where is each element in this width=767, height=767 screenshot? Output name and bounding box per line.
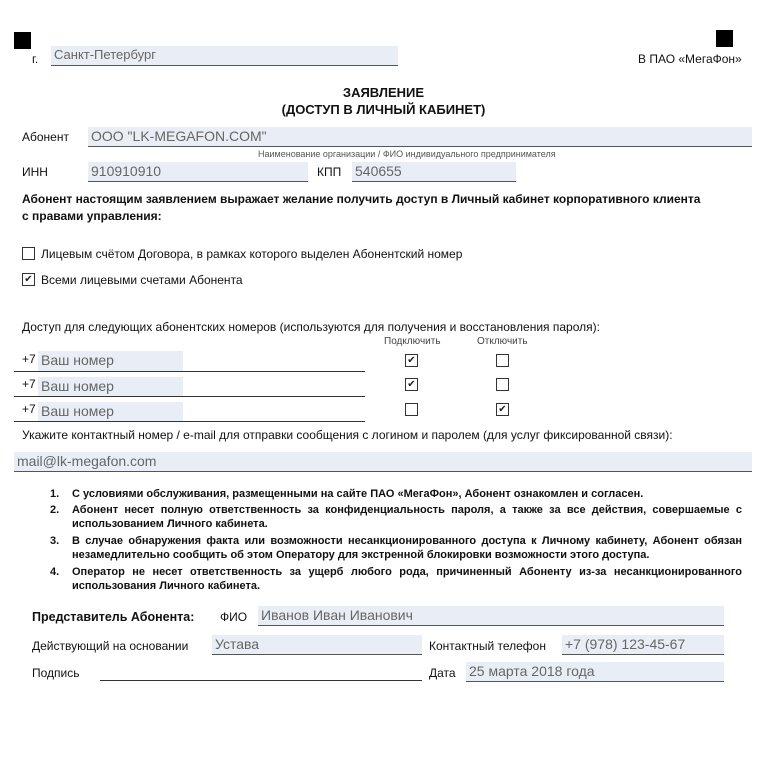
subscriber-hint: Наименование организации / ФИО индивидуального предпринимателя bbox=[258, 149, 556, 159]
inn-field[interactable]: 910910910 bbox=[88, 162, 308, 182]
phone-row-3-line bbox=[14, 421, 365, 422]
phone-number-field-2[interactable]: Ваш номер bbox=[38, 377, 183, 397]
phone-prefix: +7 bbox=[22, 352, 36, 366]
term-number-2: 2. bbox=[50, 504, 60, 516]
basis-field[interactable]: Устава bbox=[212, 635, 422, 655]
disconnect-checkbox-1[interactable] bbox=[496, 354, 509, 367]
document-title: ЗАЯВЛЕНИЕ bbox=[342, 85, 425, 100]
phone-prefix: +7 bbox=[22, 377, 36, 391]
term-text-4: Оператор не несет ответственность за ущерб любого рода, причиненный Абоненту из-за несанкционированного использования Личного кабинета. bbox=[72, 566, 742, 592]
corner-marker-left bbox=[14, 32, 31, 49]
term-text-3: В случае обнаружения факта или возможности несанкционированного доступа к Личному кабинету, Абонент обязан незамедлительно сообщить об этом Оператору для экстренной блокировки возможности этого доступа. bbox=[72, 535, 742, 561]
statement-line2: с правами управления: bbox=[22, 209, 162, 223]
term-number-4: 4. bbox=[50, 566, 60, 578]
document-subtitle: (ДОСТУП В ЛИЧНЫЙ КАБИНЕТ) bbox=[281, 102, 486, 117]
signature-line[interactable] bbox=[100, 680, 422, 681]
term-number-3: 3. bbox=[50, 535, 60, 547]
term-text-1: С условиями обслуживания, размещенными на сайте ПАО «МегаФон», Абонент ознакомлен и согласен. bbox=[72, 488, 644, 500]
subscriber-field[interactable]: ООО "LK-MEGAFON.COM" bbox=[88, 127, 752, 147]
signature-label: Подпись bbox=[32, 666, 80, 680]
date-field[interactable]: 25 марта 2018 года bbox=[466, 662, 724, 682]
phone-row-2-line bbox=[14, 396, 365, 397]
fio-field[interactable]: Иванов Иван Иванович bbox=[258, 606, 724, 626]
fio-label: ФИО bbox=[220, 610, 248, 624]
col-connect-header: Подключить bbox=[384, 336, 441, 347]
col-disconnect-header: Отключить bbox=[477, 336, 528, 347]
phone-number-field-3[interactable]: Ваш номер bbox=[38, 402, 183, 422]
connect-checkbox-2[interactable]: ✔ bbox=[405, 378, 418, 391]
representative-title: Представитель Абонента: bbox=[32, 610, 195, 624]
connect-checkbox-3[interactable] bbox=[405, 403, 418, 416]
phone-label: Контактный телефон bbox=[429, 639, 546, 653]
connect-checkbox-1[interactable]: ✔ bbox=[405, 354, 418, 367]
kpp-field[interactable]: 540655 bbox=[352, 162, 516, 182]
city-field[interactable]: Санкт-Петербург bbox=[51, 46, 398, 66]
addressee: В ПАО «МегаФон» bbox=[638, 52, 742, 66]
contact-phone-field[interactable]: +7 (978) 123-45-67 bbox=[562, 635, 724, 655]
statement-line1: Абонент настоящим заявлением выражает желание получить доступ в Личный кабинет корпоративного клиента bbox=[22, 192, 701, 206]
numbers-section-title: Доступ для следующих абонентских номеров (используются для получения и восстановления пароля): bbox=[22, 320, 600, 334]
kpp-label: КПП bbox=[317, 165, 342, 179]
scope-option-2-label: Всеми лицевыми счетами Абонента bbox=[41, 273, 243, 287]
scope-option-1-label: Лицевым счётом Договора, в рамках которого выделен Абонентский номер bbox=[41, 247, 463, 261]
disconnect-checkbox-2[interactable] bbox=[496, 378, 509, 391]
basis-label: Действующий на основании bbox=[32, 639, 189, 653]
city-prefix: г. bbox=[32, 52, 39, 66]
date-label: Дата bbox=[429, 666, 456, 680]
scope-checkbox-2[interactable]: ✔ bbox=[22, 273, 35, 286]
phone-row-1-line bbox=[14, 371, 365, 372]
phone-prefix: +7 bbox=[22, 402, 36, 416]
term-number-1: 1. bbox=[50, 488, 60, 500]
inn-label: ИНН bbox=[22, 165, 48, 179]
corner-marker-right bbox=[716, 30, 733, 47]
contact-field[interactable]: mail@lk-megafon.com bbox=[14, 452, 752, 472]
scope-checkbox-1[interactable] bbox=[22, 247, 35, 260]
term-text-2: Абонент несет полную ответственность за конфиденциальность пароля, а также за все действия, совершаемые с использованием Личного кабинета. bbox=[72, 504, 742, 530]
contact-label: Укажите контактный номер / e-mail для отправки сообщения с логином и паролем (для услуг фиксированной связи): bbox=[22, 428, 673, 442]
phone-number-field-1[interactable]: Ваш номер bbox=[38, 351, 183, 371]
disconnect-checkbox-3[interactable]: ✔ bbox=[496, 403, 509, 416]
subscriber-label: Абонент bbox=[22, 130, 69, 144]
